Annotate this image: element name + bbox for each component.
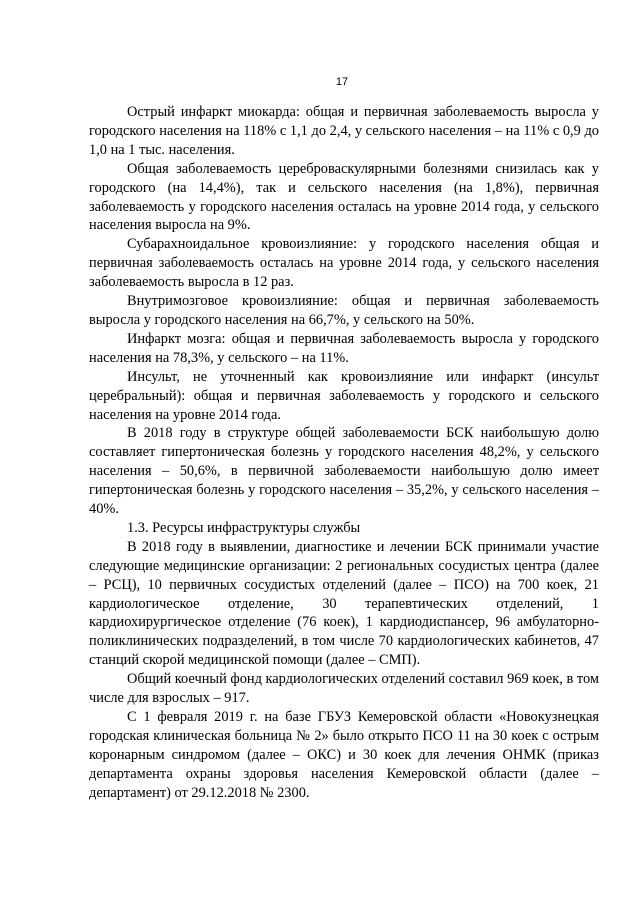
document-body [89,103,599,803]
paragraph-intracerebral: Внутримозговое кровоизлияние: общая и первичная заболеваемость выросла у городского населения на 66,7%, у сельского на 50%. [89,293,599,328]
paragraph-subarachnoid: Субарахноидальное кровоизлияние: у городского населения общая и первичная заболеваемость осталась на уровне 2014 года, у сельского населения заболеваемость выросла в 12 раз. [89,236,599,291]
paragraph-stroke-unspecified: Инсульт, не уточненный как кровоизлияние или инфаркт (инсульт церебральный): общая и первичная заболеваемость у городского и сельского населения на уровне 2014 года. [89,368,599,423]
paragraph-bed-fund: Общий коечный фонд кардиологических отделений составил 969 коек, в том числе для взрослых – 917. [89,671,599,707]
paragraph-hypertension-structure: В 2018 году в структуре общей заболеваемости БСК наибольшую долю составляет гипертоническая болезнь у городского населения 48,2%, у сельского населения – 50,6%, в первичной заболеваемости наибольшую долю имеет гипертоническая болезнь у городского населения – 35,2%, у сельского населения – 40%. [89,425,599,518]
paragraph-mi: Острый инфаркт миокарда: общая и первичная заболеваемость выросла у городского населения на 118% с 1,1 до 2,4, у сельского населения – на 11% с 0,9 до 1,0 на 1 тыс. населения. [89,104,599,158]
paragraph-cerebral-infarction: Инфаркт мозга: общая и первичная заболеваемость выросла у городского населения на 78,3%, у сельского – на 11%. [89,330,599,366]
page-number: 17 [335,76,349,88]
section-heading: 1.3. Ресурсы инфраструктуры службы [127,519,361,536]
paragraph-medical-organizations: В 2018 году в выявлении, диагностике и лечении БСК принимали участие следующие медицинские организации: 2 региональных сосудистых центра (далее – РСЦ), 10 первичных сосудистых отделений (далее – ПСО) на 700 коек, 21 кардиологическое отделение, 30 терапевтических отделений, 1 кардиохирургическое отделение (76 коек), 1 кардиодиспансер, 96 амбулаторно-поликлинических подразделений, в том числе 70 кардиологических кабинетов, 47 станций скорой медицинской помощи (далее – СМП). [89,538,599,669]
paragraph-pso-opening: С 1 февраля 2019 г. на базе ГБУЗ Кемеровской области «Новокузнецкая городская клиническая больница № 2» было открыто ПСО 11 на 30 коек с острым коронарным синдромом (далее – ОКС) и 30 коек для лечения ОНМК (приказ департамента охраны здоровья населения Кемеровской области (далее – департамент) от 29.12.2018 № 2300. [89,709,599,801]
paragraph-cerebrovascular: Общая заболеваемость цереброваскулярными болезнями снизилась как у городского (на 14,4%), так и сельского населения (на 1,8%), первичная заболеваемость у городского населения осталась на уровне 2014 года, у сельского населения выросла на 9%. [89,160,599,234]
